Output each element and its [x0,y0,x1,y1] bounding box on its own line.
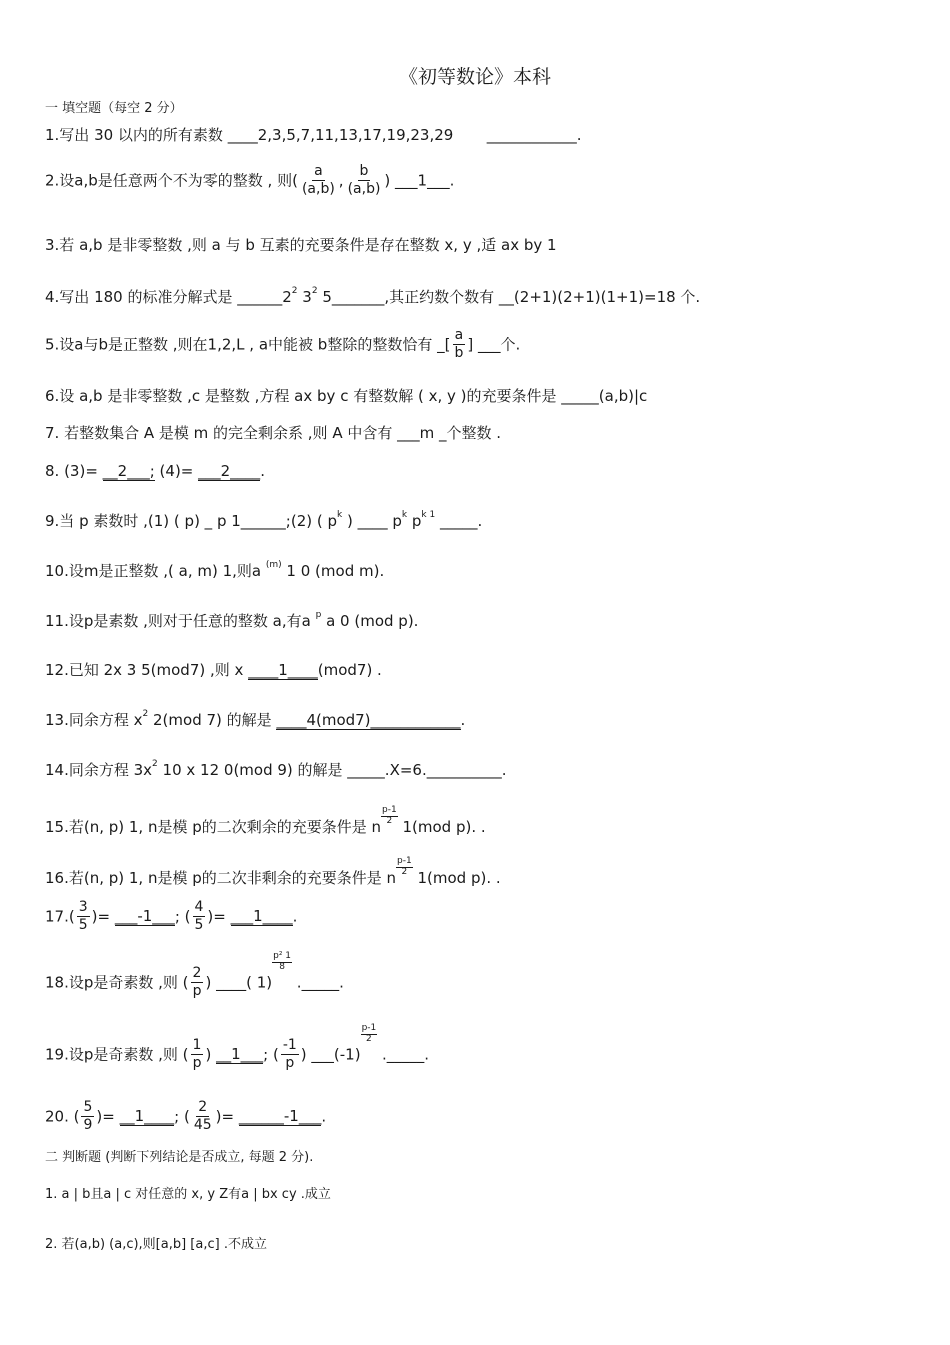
fraction: $\frac{1}{p}$ [192,1037,202,1072]
fraction: $\frac{3}{5}$ [78,899,88,934]
question-text: 2.设a,b是任意两个不为零的整数 , 则( [45,171,298,190]
question-13: 13.同余方程 $x^2$ 2(mod 7) 的解是 ____4(mod7)____________. [45,709,466,729]
fraction: $\frac{-1}{p}$ [282,1037,297,1072]
question-4: 4.写出 180 的标准分解式是 $\_\_\_\_\_\_2^2$ $3^2$ 5_______,其正约数个数有 __(2+1)(2+1)(1+1)=18 个. [45,286,701,306]
exponent-fraction: $\frac{\text{p² 1}}{8}$ [273,951,292,972]
fraction: $\frac{a}{(a,b)}$ [301,163,335,198]
question-12: 12.已知 2x 3 5(mod7) ,则 x ____1____(mod7) . [45,661,382,679]
fraction: $\frac{b}{(a,b)}$ [347,163,381,198]
question-1 [45,128,582,143]
fraction: $\frac{2}{45}$ [193,1099,212,1134]
question-20: 20. ( $\frac{5}{9}$ )= __1____; ( $\frac{2}{45}$ )= ______-1___. [45,1099,327,1134]
exponent-fraction: $\frac{p-1}{2}$ [382,805,397,826]
question-2: 2.设a,b是任意两个不为零的整数 , 则( $\frac{a}{(a,b)}$ , $\frac{b}{(a,b)}$ ) ___1___. [45,163,455,198]
question-10: 10.设m是正整数 ,( a, m) 1,则a $^{(m)}$ 1 0 (mod m). [45,560,385,580]
exponent-fraction: $\frac{p-1}{2}$ [361,1023,377,1044]
question-8: 8. (3)= __2___; (4)= ___2____. [45,462,265,480]
question-15: 15.若(n, p) 1, n是模 p的二次剩余的充要条件是 n $\frac{p-1}{2}$ 1(mod p). . [45,805,486,836]
question-16: 16.若(n, p) 1, n是模 p的二次非剩余的充要条件是 n $\frac{p-1}{2}$ 1(mod p). . [45,856,501,887]
judgment-answer: .成立 [296,1187,331,1202]
question-7: 7. 若整数集合 A 是模 m 的完全剩余系 ,则 A 中含有 ___m _个整数 . [45,424,502,442]
answer: ___2____ [198,462,261,480]
question-19: 19.设p是奇素数 ,则 ( $\frac{1}{p}$ ) __1___; ( $\frac{-1}{p}$ ) ___(-1) $\frac{p-1}{2}$ ._____. [45,1023,430,1072]
answer: __2___; [102,462,155,480]
question-18: 18.设p是奇素数 ,则 ( $\frac{2}{p}$ ) ____( 1) $\frac{\text{p² 1}}{8}$ ._____. [45,951,344,1000]
section-judgment-heading: 二 判断题 (判断下列结论是否成立, 每题 2 分). [45,1150,314,1165]
fraction: $\frac{2}{p}$ [192,965,202,1000]
question-11: 11.设p是素数 ,则对于任意的整数 a,有a $^p$ a 0 (mod p). [45,610,419,630]
question-6: 6.设 a,b 是非零整数 ,c 是整数 ,方程 ax by c 有整数解 ( x, y )的充要条件是 _____(a,b)|c [45,387,648,405]
question-14: 14.同余方程 $3x^2$ 10 x 12 0(mod 9) 的解是 _____.X=6.__________. [45,759,507,779]
fraction: $\frac{5}{9}$ [83,1099,93,1134]
answer: __1___ [216,1045,264,1064]
answer: ___1____ [230,907,293,926]
question-9: 9.当 p 素数时 ,(1) ( p) _ p 1______;(2) ( $p^k$ ) ____ $p^k$ $p^{k 1}$ _____. [45,510,483,530]
judgment-answer: .不成立 [219,1237,267,1252]
answer: ____4(mod7)____________ [276,711,461,729]
question-tail: ) ___1___. [384,171,455,190]
answer: ____1____ [248,661,318,679]
answer: __1____ [119,1107,175,1126]
page-title: 《初等数论》本科 [398,66,551,88]
judgment-2: 2. 若(a,b) (a,c),则[a,b] [a,c] .不成立 [45,1237,267,1252]
answer: ____2,3,5,7,11,13,17,19,23,29 [227,126,454,144]
fraction: $\frac{4}{5}$ [194,899,204,934]
judgment-1: 1. a | b且a | c 对任意的 x, y Z有a | bx cy .成立 [45,1187,331,1202]
question-17: 17.( $\frac{3}{5}$ )= ___-1___; ( $\frac{4}{5}$ )= ___1____. [45,899,298,934]
fraction: $\frac{a}{b}$ [454,327,464,362]
exponent-fraction: $\frac{p-1}{2}$ [397,856,412,877]
answer-blank: ____________. [486,126,582,144]
answer: ______-1___ [238,1107,322,1126]
question-text: 1.写出 30 以内的所有素数 [45,126,228,144]
question-3: 3.若 a,b 是非零整数 ,则 a 与 b 互素的充要条件是存在整数 x, y ,适 ax by 1 [45,236,557,254]
section-fill-in-heading: 一 填空题（每空 2 分） [45,101,183,116]
question-5: 5.设a与b是正整数 ,则在1,2,L , a中能被 b整除的整数恰有 _[ $\frac{a}{b}$ ] ___个. [45,327,521,362]
answer: ___-1___ [114,907,175,926]
